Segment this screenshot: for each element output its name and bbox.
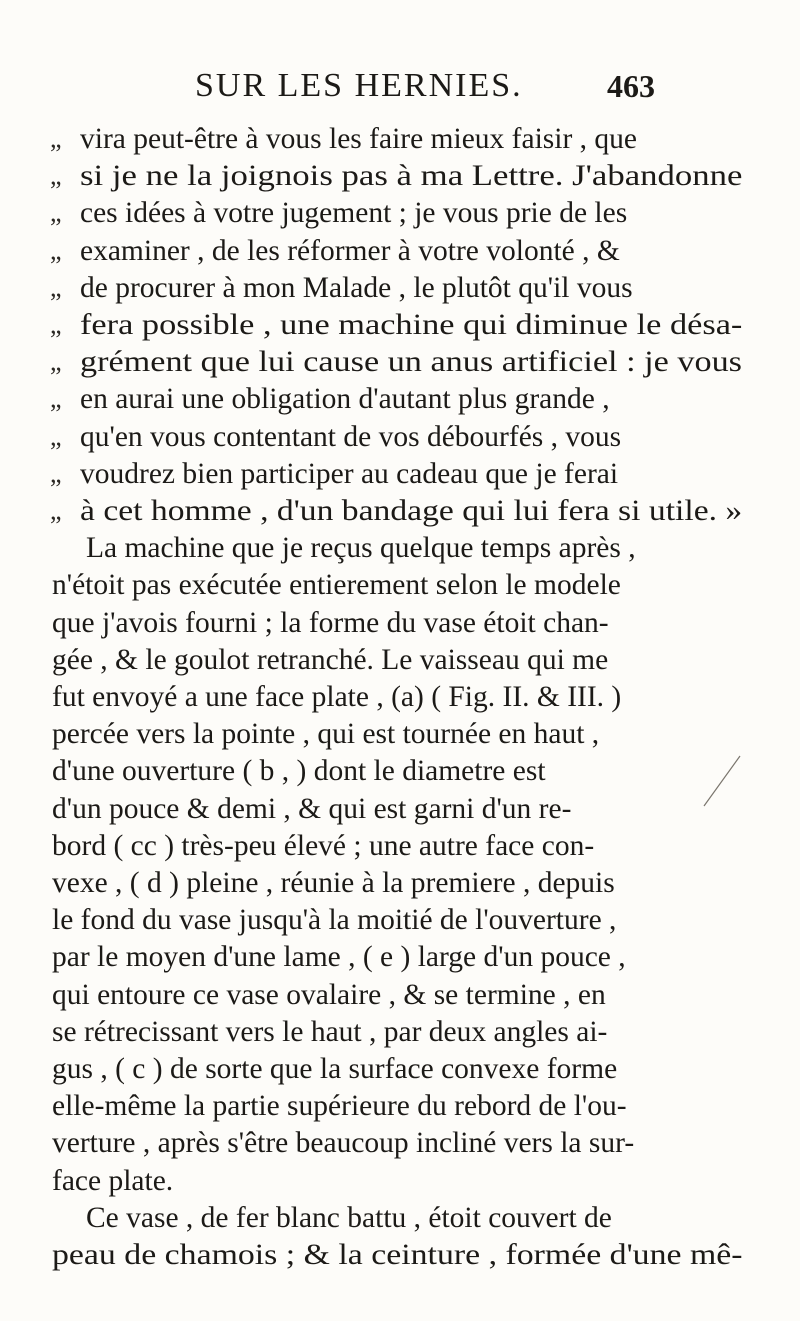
- line-text: grément que lui cause un anus artificiel : je vous: [80, 346, 742, 379]
- line-text: d'un pouce & demi , & qui est garni d'un re-: [52, 792, 572, 825]
- line-text: verture , après s'être beaucoup incliné vers la sur-: [52, 1127, 635, 1160]
- page-number: 463: [607, 68, 655, 104]
- line-text: si je ne la joignois pas à ma Lettre. J'abandonne: [80, 160, 743, 193]
- quote-mark: „: [50, 161, 62, 191]
- line-text: gée , & le goulot retranché. Le vaisseau qui me: [52, 643, 609, 676]
- quote-mark: „: [50, 124, 62, 153]
- line-text: percée vers la pointe , qui est tournée en haut ,: [52, 718, 600, 751]
- line-text: le fond du vase jusqu'à la moitié de l'ouverture ,: [52, 904, 617, 937]
- line-text: n'étoit pas exécutée entierement selon le modele: [52, 569, 621, 602]
- quote-mark: „: [50, 235, 62, 265]
- line-text: La machine que je reçus quelque temps après ,: [86, 532, 636, 565]
- line-text: qui entoure ce vase ovalaire , & se termine , en: [52, 978, 606, 1011]
- line-text: examiner , de les réformer à votre volonté , &: [80, 234, 620, 267]
- quote-mark: „: [50, 458, 62, 488]
- line-text: en aurai une obligation d'autant plus grande ,: [80, 383, 610, 416]
- quote-mark: „: [50, 272, 62, 302]
- text-line: [0, 1232, 800, 1278]
- line-text: elle-même la partie supérieure du rebord de l'ou-: [52, 1090, 627, 1123]
- line-text: qu'en vous contentant de vos débourfés , vous: [80, 420, 622, 453]
- quote-mark: „: [50, 347, 62, 377]
- running-header: [195, 66, 655, 110]
- quote-mark: „: [50, 384, 62, 414]
- line-text: voudrez bien participer au cadeau que je ferai: [80, 457, 619, 490]
- line-text: bord ( cc ) très-peu élevé ; une autre face con-: [52, 829, 595, 862]
- quote-mark: „: [50, 310, 62, 339]
- line-text: par le moyen d'une lame , ( e ) large d'un pouce ,: [52, 941, 626, 974]
- line-text: peau de chamois ; & la ceinture , formée d'une mê-: [52, 1239, 743, 1271]
- line-text: ces idées à votre jugement ; je vous prie de les: [80, 197, 628, 230]
- running-title: SUR LES HERNIES.: [195, 67, 523, 104]
- line-text: se rétrecissant vers le haut , par deux angles ai-: [52, 1015, 608, 1048]
- line-text: d'une ouverture ( b , ) dont le diametre est: [52, 755, 546, 788]
- quote-mark: „: [50, 496, 62, 525]
- line-text: face plate.: [52, 1164, 174, 1197]
- line-text: vexe , ( d ) pleine , réunie à la premiere , depuis: [52, 867, 615, 899]
- quote-mark: „: [50, 421, 62, 451]
- line-text: fera possible , une machine qui diminue le désa-: [80, 309, 743, 341]
- quote-mark: „: [50, 198, 62, 228]
- line-text: gus , ( c ) de sorte que la surface convexe forme: [52, 1053, 618, 1085]
- line-text: que j'avois fourni ; la forme du vase étoit chan-: [52, 606, 609, 639]
- line-text: vira peut-être à vous les faire mieux faisir , que: [80, 123, 637, 155]
- line-text: de procurer à mon Malade , le plutôt qu'il vous: [80, 271, 633, 304]
- margin-pencil-mark: [700, 752, 744, 810]
- line-text: fut envoyé a une face plate , (a) ( Fig. II. & III. ): [52, 681, 622, 713]
- line-text: Ce vase , de fer blanc battu , étoit couvert de: [86, 1201, 612, 1234]
- line-text: à cet homme , d'un bandage qui lui fera si utile. »: [80, 495, 743, 527]
